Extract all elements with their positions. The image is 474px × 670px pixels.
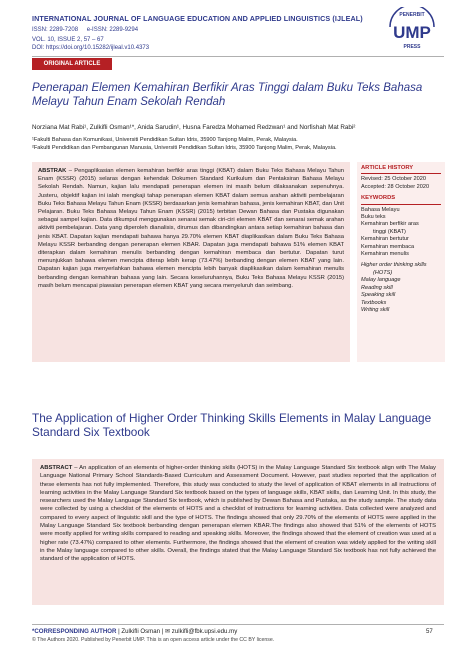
volume-info: VOL. 10, ISSUE 2, 57 – 67 <box>32 37 104 43</box>
keyword-item: Reading skill <box>361 284 393 291</box>
keyword-item: Writing skill <box>361 306 390 313</box>
corresponding-name: | Zulkifli Osman | <box>118 628 164 635</box>
logo-bottom-text: PRESS <box>403 44 421 50</box>
corresponding-label: *CORRESPONDING AUTHOR <box>32 628 117 635</box>
corresponding-author <box>32 628 237 635</box>
page-number: 57 <box>426 628 433 635</box>
keyword-item: Kemahiran bertutur <box>361 236 409 243</box>
keywords-english-list <box>361 262 441 314</box>
publisher-logo <box>384 7 440 55</box>
eissn: e-ISSN: 2289-9294 <box>86 27 139 33</box>
keyword-item: Bahasa Melayu <box>361 206 400 213</box>
abstract-english-text: – An application of an elements of higher-order thinking skills (HOTS) in the Malay Language Standard Six textbook align with The Malay Language National Primary School Standards-Based Curriculum and Assessment Document. However, past studies reported that the application of these elements has not fully implemented. Therefore, this study was conducted to study the level of application of KBAT elements in all instructions of learning activities in the Malay Language Standard Six textbook based on the types of language skills, KBAT skills, dan Learning Unit. In this study, the researchers used the Malay Language Standard Six textbook, which is published by Dewan Bahasa and Pustaka, as the study sample. The study data were collected by using a checklist of the elements of HOTS and a checklist of instructions for learning activities. Data collected were analyzed and compared to every aspect of linguistic skill and the type of HOTS. The findings showed that only 29.70% of the elements of HOTS were applied in the Malay Language Standard Six textbook berbanding dengan penerapan elemen KBAR.The findings also showed that 51% of the elements of HOTS were mostly applied for writing skills compared to reading and speaking skills. Moreover, the findings showed that the element of creation was used at a higher rate (73.47%) compared to other elements. Furthermore, the findings showed that the element of creation was widely applied for the writing skill in the Malay language compared to other skills. Overall, the findings stated that the Malay Language Standard Six textbook has not fully achieved the standard of the application of HOTS. <box>40 465 436 563</box>
keyword-item: Malay language <box>361 277 401 284</box>
article-info-sidebar <box>357 162 445 362</box>
logo-top-text: PENERBIT <box>399 12 425 18</box>
history-heading: ARTICLE HISTORY <box>361 165 414 171</box>
copyright-notice: © The Authors 2020. Published by Penerbit UMP. This is an open access article under the CC BY license. <box>32 637 275 643</box>
article-title-english: The Application of Higher Order Thinking Skills Elements in Malay Language Standard Six Textbook <box>32 411 432 439</box>
accepted-date: Accepted: 28 October 2020 <box>361 183 430 190</box>
corresponding-email[interactable]: zulkifli@fbk.upsi.edu.my <box>171 628 238 635</box>
journal-title: INTERNATIONAL JOURNAL OF LANGUAGE EDUCATION AND APPLIED LINGUISTICS (IJLEAL) <box>32 14 363 23</box>
footer-divider <box>32 624 444 625</box>
email-icon: ✉ <box>164 628 171 635</box>
history-divider <box>361 173 441 174</box>
abstract-english-label: ABSTRACT <box>40 465 73 471</box>
affiliation-2: ²Fakulti Pendidikan dan Pembangunan Manusia, Universiti Pendidikan Sultan Idris, 35900 Tanjong Malim, Perak, Malaysia. <box>32 145 337 151</box>
issn: ISSN: 2289-7208 <box>32 27 79 33</box>
article-title-malay: Penerapan Elemen Kemahiran Berfikir Aras Tinggi dalam Buku Teks Bahasa Melayu Tahun Enam Sekolah Rendah <box>32 82 423 108</box>
abstract-malay-text: – Pengaplikasian elemen kemahiran berfikir aras tinggi (KBAT) dalam Buku Teks Bahasa Melayu Tahun Enam (KSSR) (2015) selaras dengan kehendak Dokumen Standard Kurikulum dan Pentaksiran Bahasa Melayu Sekolah Rendah. Namun, kajian lalu mendapati penerapan elemen ini masih belum dilaksanakan sepenuhnya. Justeru, objektif kajian ini ialah mengkaji tahap penerapan elemen KBAT dalam semua arahan aktiviti pembelajaran Buku Teks Bahasa Melayu Tahun Enam (KSSR) berdasarkan jenis kemahiran bahasa, jenis kemahiran KBAT, dan Unit Pelajaran. Buku Teks Bahasa Melayu Tahun Enam (KSSR) (2015) terbitan Dewan Bahasa dan Pustaka digunakan sebagai sampel kajian. Data dikumpul menggunakan senarai semak ciri-ciri elemen KBAT dan senarai semak arahan aktiviti pembelajaran. Data yang diperoleh dianalisis, dirumus dan dibandingkan antara setiap kemahiran bahasa dan jenis KBAT. Dapatan kajian mendapati bahawa hanya 29.70% elemen KBAT diaplikasikan dalam Buku Teks Bahasa Melayu KSSR berbanding dengan penerapan elemen KBAR. Dapatan juga mendapati bahawa 51% elemen KBAT diterapkan dalam kemahiran menulis berbanding dengan kemahiran membaca dan bertutur. Dapatan turut menunjukkan bahawa elemen mencipta diterap lebih kerap (73.47%) berbanding dengan elemen KBAT yang lain. Dapatan kajian juga menyerlahkan bahawa elemen mencipta lebih banyak diaplikasikan dalam kemahiran menulis berbanding dengan kemahiran bahasa yang lain. Secara keseluruhannya, Buku Teks Bahasa Melayu KSSR (2015) masih belum mencapai piawaian penerapan elemen KBAT yang secara menyeluruh dan seimbang. <box>38 168 344 289</box>
keyword-item: Buku teks <box>361 214 386 221</box>
abstract-english-box <box>32 459 444 605</box>
affiliations <box>32 136 444 152</box>
abstract-malay-label: ABSTRAK <box>38 168 67 174</box>
revised-date: Revised: 25 October 2020 <box>361 176 426 183</box>
issn-line <box>32 27 145 33</box>
keyword-item: Higher order thinking skills <box>361 262 427 269</box>
keywords-divider <box>361 204 441 205</box>
keyword-item: Kemahiran menulis <box>361 251 409 258</box>
header-divider <box>32 56 444 57</box>
keywords-heading: KEYWORDS <box>361 195 396 202</box>
keywords-malay-list <box>361 207 441 259</box>
keyword-item: Kemahiran membaca <box>361 243 415 250</box>
doi-link[interactable]: DOI: https://doi.org/10.15282/ijleal.v10.4373 <box>32 45 150 51</box>
keyword-item: Textbooks <box>361 299 387 306</box>
logo-main-text: UMP <box>393 23 431 42</box>
keyword-item: Kemahiran berfikir aras <box>361 221 419 228</box>
keyword-item: tinggi (KBAT) <box>373 228 406 235</box>
keyword-item: Speaking skill <box>361 292 396 299</box>
affiliation-1: ¹Fakulti Bahasa dan Komunikasi, Universiti Pendidikan Sultan Idris, 35900 Tanjong Malim, Perak, Malaysia. <box>32 137 298 143</box>
author-list: Norziana Mat Rabi¹, Zulkifli Osman¹*, Anida Sarudin¹, Husna Faredza Mohamed Redzwan¹ and Norfishah Mat Rabi² <box>32 124 356 131</box>
abstract-malay-box <box>32 162 350 362</box>
keyword-item: (HOTS) <box>373 269 393 276</box>
article-type-badge: ORIGINAL ARTICLE <box>32 58 112 70</box>
